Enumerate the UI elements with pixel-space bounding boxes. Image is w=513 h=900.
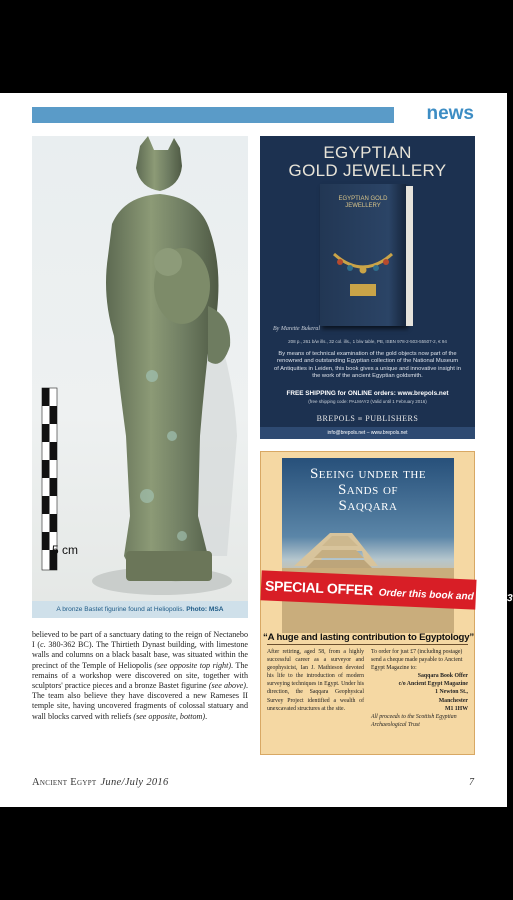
address-line: Manchester xyxy=(438,697,468,704)
header-bar xyxy=(32,107,394,123)
ad-title-line: EGYPTIAN xyxy=(323,143,412,162)
article-ref: (see opposite top right) xyxy=(154,660,232,670)
figurine-photo xyxy=(32,136,248,601)
magazine-page xyxy=(0,93,513,807)
address-line: M1 1HW xyxy=(444,705,468,712)
article-text: . The team also believe they have discovered a new Rameses II temple site, having uncovered fragments of colossal statuary and wall blocks carved with reliefs xyxy=(32,681,249,721)
shipping-note: (free shipping code: PALMAY2 (Valid until 1 February 2016) xyxy=(308,399,427,404)
shipping-offer[interactable]: FREE SHIPPING for ONLINE orders: www.brepols.net xyxy=(286,390,449,397)
article-text: . xyxy=(205,711,208,721)
article-text: . 380-362 BC). The Thirtieth Dynast building, with limestone walls and columns on a black basalt base, was situated within the precinct of the Temple of Heliopolis xyxy=(32,640,249,670)
book-cover xyxy=(320,184,406,326)
article-text: believed to be part of a sanctuary dating to the reign of Nectanebo I ( xyxy=(32,630,248,650)
cover-title-line: Seeing under the xyxy=(309,466,427,482)
order-info xyxy=(371,648,468,729)
section-title: news xyxy=(426,103,474,124)
caption-credit: Photo: MSA xyxy=(186,606,224,613)
article-circa: c xyxy=(40,640,44,650)
saqqara-offer-ad[interactable] xyxy=(260,451,513,755)
book-description: By means of technical examination of the gold objects now part of the renowned and outstanding Egyptian collection of the National Museum of Antiquities in Leiden, this book gives a unique and innovative insight in the work of the ancient Egyptian goldsmith. xyxy=(274,351,461,380)
caption-text: A bronze Bastet figurine found at Heliopolis. xyxy=(56,606,185,613)
photo-caption xyxy=(32,601,248,618)
cover-title-line: Sands of xyxy=(337,482,399,498)
ad-description: After retiring, aged 58, from a highly successful career as a surveyor and geophysicist, Ian J. Mathieson devoted his life to the introduction of modern surveying techniques in Egypt. Under his direction, the Saqqara Geophysical Survey Project identified a wealth of unexcavated structures at the site. xyxy=(267,649,364,712)
article-ref: (see opposite, bottom) xyxy=(133,711,206,721)
book-info: 208 p., 261 b/w ills., 32 col. ills., 1 b/w table, PB, ISBN 978-2-503-55507-2, € 94 xyxy=(288,339,447,344)
special-offer-label: SPECIAL OFFER xyxy=(264,577,374,599)
gold-jewellery-ad[interactable] xyxy=(260,136,475,439)
book-cover-title: EGYPTIAN GOLD JEWELLERY xyxy=(338,196,388,209)
article-text: . The remains of a workshop were discovered on site, together with sculptors' practice pieces and a bronze Bastet figurine xyxy=(32,660,249,691)
publisher-contact[interactable]: info@brepols.net – www.brepols.net xyxy=(260,427,475,439)
page-number: 7 xyxy=(469,777,474,788)
cover-title-line: Saqqara xyxy=(338,498,398,514)
magazine-name: Ancient Egypt xyxy=(32,777,97,788)
ad-title xyxy=(260,144,475,180)
address-line: Saqqara Book Offer xyxy=(417,673,468,680)
issue-date: June/July 2016 xyxy=(100,777,169,788)
address-line: c/o Ancient Egypt Magazine xyxy=(398,681,468,688)
book-spine xyxy=(406,186,413,326)
bastet-figurine-image xyxy=(32,136,248,601)
article-ref: (see above) xyxy=(208,681,246,691)
article-body xyxy=(32,630,248,722)
order-instructions: To order for just £7 (including postage) send a cheque made payable to Ancient Egypt Magazine to: xyxy=(371,649,463,672)
page-footer xyxy=(32,777,169,788)
offer-savings: Order this book and save £3 xyxy=(378,587,513,605)
scale-label: 5 cm xyxy=(52,543,79,557)
ad-title-line: GOLD JEWELLERY xyxy=(288,161,447,180)
address-line: 1 Newton St., xyxy=(435,689,468,696)
jewellery-image xyxy=(320,184,406,326)
book-author: By Marette Bukeral xyxy=(273,326,321,332)
divider xyxy=(267,644,468,645)
proceeds-note: All proceeds to the Scottish Egyptian Archaeological Trust xyxy=(371,713,457,728)
ad-quote: “A huge and lasting contribution to Egyptology” xyxy=(263,632,474,643)
publisher-logo: BREPOLS ≡ PUBLISHERS xyxy=(316,414,419,423)
